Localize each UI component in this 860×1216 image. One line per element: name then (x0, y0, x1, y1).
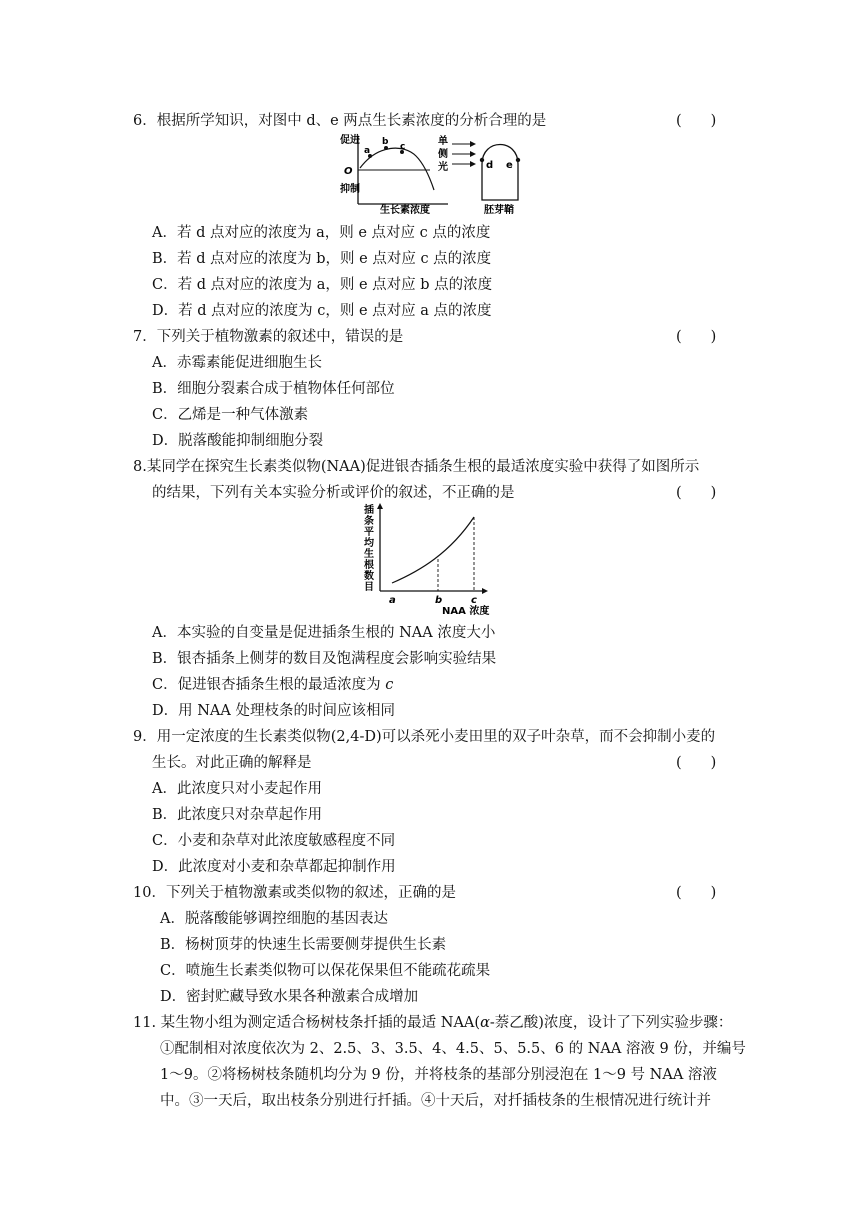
q8-answer-paren: ( ) (676, 485, 717, 501)
q8-stem-line2: 的结果，下列有关本实验分析或评价的叙述，不正确的是 (152, 485, 515, 501)
q9-stem-line2: 生长。对此正确的解释是 (152, 755, 312, 771)
svg-text:插: 插 (364, 505, 374, 516)
q9-option-d: D．此浓度对小麦和杂草都起抑制作用 (152, 859, 396, 875)
q10-option-c: C．喷施生长素类似物可以保花保果但不能疏花疏果 (160, 963, 491, 979)
q6-point-e (516, 158, 520, 162)
q6-option-c: C．若 d 点对应的浓度为 a，则 e 点对应 b 点的浓度 (152, 277, 493, 293)
q9-stem-line1: 9．用一定浓度的生长素类似物(2,4-D)可以杀死小麦田里的双子叶杂草，而不会抑制小麦的 (133, 729, 716, 745)
q8-y-label (364, 503, 374, 593)
q6-label-e: e (506, 160, 513, 171)
svg-text:生: 生 (364, 549, 374, 560)
q9-option-b: B．此浓度只对杂草起作用 (152, 807, 323, 823)
q7-stem: 7．下列关于植物激素的叙述中，错误的是 (133, 329, 404, 345)
q8-tick-b: b (435, 595, 443, 606)
q6-y-top-label: 促进 (340, 135, 360, 146)
q6-coleoptile-caption: 胚芽鞘 (484, 205, 514, 216)
q8-option-a: A．本实验的自变量是促进插条生根的 NAA 浓度大小 (152, 625, 496, 641)
q7-option-b: B．细胞分裂素合成于植物体任何部位 (152, 381, 395, 397)
q8-stem-line1: 8.某同学在探究生长素类似物(NAA)促进银杏插条生根的最适浓度实验中获得了如图所示 (133, 459, 700, 475)
q9-option-a: A．此浓度只对小麦起作用 (152, 781, 322, 797)
q6-label-b: b (382, 137, 389, 147)
q6-label-a: a (364, 146, 371, 156)
q6-coleoptile-shape (482, 145, 518, 201)
svg-text:根: 根 (364, 560, 374, 571)
q6-label-d: d (486, 160, 494, 171)
svg-text:数: 数 (364, 571, 374, 582)
q11-line4: 中。③一天后，取出枝条分别进行扦插。④十天后，对扦插枝条的生根情况进行统计并 (160, 1093, 711, 1109)
q6-light-char-2: 侧 (438, 149, 448, 160)
q6-light-char-3: 光 (438, 162, 448, 173)
q11-line2: ①配制相对浓度依次为 2、2.5、3、3.5、4、4.5、5、5.5、6 的 NAA 溶液 9 份，并编号 (160, 1041, 746, 1057)
q8-tick-c: c (471, 595, 477, 606)
q11-line1: 11. 某生物小组为测定适合杨树枝条扦插的最适 NAA(α-萘乙酸)浓度，设计了下列实验步骤： (133, 1015, 733, 1031)
q10-option-d: D．密封贮藏导致水果各种激素合成增加 (160, 989, 419, 1005)
svg-text:平: 平 (364, 527, 374, 538)
q8-option-c: C．促进银杏插条生根的最适浓度为 c (152, 677, 394, 693)
q7-option-d: D．脱落酸能抑制细胞分裂 (152, 433, 324, 449)
q8-option-d: D．用 NAA 处理枝条的时间应该相同 (152, 703, 395, 719)
q6-y-bottom-label: 抑制 (340, 184, 360, 195)
q8-curve (392, 517, 474, 583)
q6-point-d (480, 158, 484, 162)
q8-rooting-figure (360, 503, 510, 618)
q6-answer-paren: ( ) (676, 113, 717, 129)
q11-line3: 1～9。②将杨树枝条随机均分为 9 份，并将枝条的基部分别浸泡在 1～9 号 NAA 溶液 (160, 1067, 717, 1083)
q10-answer-paren: ( ) (676, 885, 717, 901)
svg-text:条: 条 (364, 516, 374, 527)
q10-option-b: B．杨树顶芽的快速生长需要侧芽提供生长素 (160, 937, 447, 953)
q10-option-a: A．脱落酸能够调控细胞的基因表达 (160, 911, 388, 927)
q10-stem: 10．下列关于植物激素或类似物的叙述，正确的是 (133, 885, 456, 901)
q8-tick-a: a (389, 595, 396, 606)
q6-label-c: c (400, 142, 406, 152)
q6-light-char-1: 单 (438, 136, 448, 147)
q6-stem: 6．根据所学知识，对图中 d、e 两点生长素浓度的分析合理的是 (133, 113, 547, 129)
q7-option-c: C．乙烯是一种气体激素 (152, 407, 309, 423)
q6-option-d: D．若 d 点对应的浓度为 c，则 e 点对应 a 点的浓度 (152, 303, 492, 319)
q8-option-c-var: c (385, 677, 394, 693)
svg-text:目: 目 (364, 582, 374, 593)
q9-option-c: C．小麦和杂草对此浓度敏感程度不同 (152, 833, 396, 849)
svg-text:均: 均 (364, 538, 374, 549)
q9-answer-paren: ( ) (676, 755, 717, 771)
q8-option-b: B．银杏插条上侧芽的数目及饱满程度会影响实验结果 (152, 651, 497, 667)
q8-x-label: NAA 浓度 (442, 606, 490, 617)
q6-option-a: A．若 d 点对应的浓度为 a，则 e 点对应 c 点的浓度 (152, 225, 491, 241)
q7-answer-paren: ( ) (676, 329, 717, 345)
q6-x-label: 生长素浓度 (380, 205, 430, 216)
q6-origin-label: O (344, 166, 353, 177)
q7-option-a: A．赤霉素能促进细胞生长 (152, 355, 322, 371)
q6-option-b: B．若 d 点对应的浓度为 b，则 e 点对应 c 点的浓度 (152, 251, 492, 267)
q6-growth-figure (330, 130, 540, 216)
